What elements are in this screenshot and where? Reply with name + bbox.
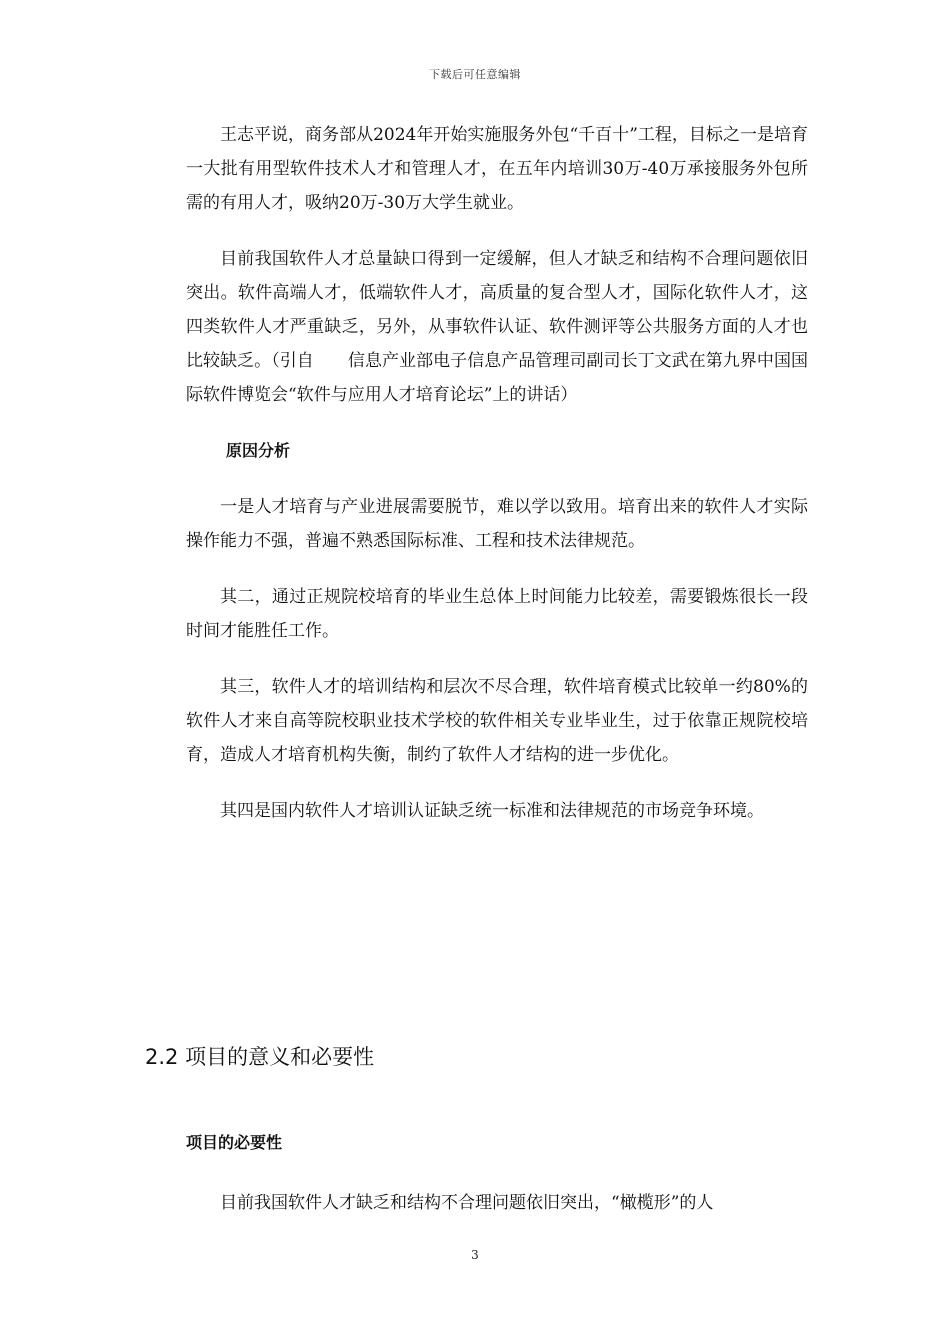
paragraph-wang-zhiping: 王志平说，商务部从2024年开始实施服务外包“千百十”工程，目标之一是培育一大批有用型软件技术人才和管理人才，在五年内培训30万-40万承接服务外包所需的有用人才，吸纳20万-30万大学生就业。: [186, 125, 808, 213]
page-header: 下载后可任意编辑: [429, 68, 521, 81]
paragraph-cause-4: 其四是国内软件人才培训认证缺乏统一标准和法律规范的市场竞争环境。: [220, 801, 764, 821]
paragraph-cause-3: 其三，软件人才的培训结构和层次不尽合理，软件培育模式比较单一约80%的软件人才来自高等院校职业技术学校的软件相关专业毕业生，过于依靠正规院校培育，造成人才培育机构失衡，制约了软件人才结构的进一步优化。: [186, 677, 808, 765]
section-title: 2.2 项目的意义和必要性: [145, 1045, 375, 1069]
paragraph-talent-gap: 目前我国软件人才总量缺口得到一定缓解，但人才缺乏和结构不合理问题依旧突出。软件高端人才，低端软件人才，高质量的复合型人才，国际化软件人才，这四类软件人才严重缺乏，另外，从事软件认证、软件测评等公共服务方面的人才也比较缺乏。（引自 信息产业部电子信息产品管理司副司长丁文武在第九界中国国际软件博览会“软件与应用人才培育论坛”上的讲话）: [186, 249, 808, 405]
paragraph-cause-2: 其二，通过正规院校培育的毕业生总体上时间能力比较差，需要锻炼很长一段时间才能胜任工作。: [186, 587, 808, 641]
body-content: [186, 118, 808, 850]
paragraph-necessity: 目前我国软件人才缺乏和结构不合理问题依旧突出，“橄榄形”的人: [220, 1193, 714, 1213]
paragraph-cause-1: 一是人才培育与产业进展需要脱节，难以学以致用。培育出来的软件人才实际操作能力不强，普遍不熟悉国际标准、工程和技术法律规范。: [186, 497, 808, 551]
heading-project-necessity: 项目的必要性: [186, 1133, 283, 1152]
page-number: 3: [471, 1248, 479, 1262]
heading-cause-analysis: 原因分析: [226, 441, 291, 460]
